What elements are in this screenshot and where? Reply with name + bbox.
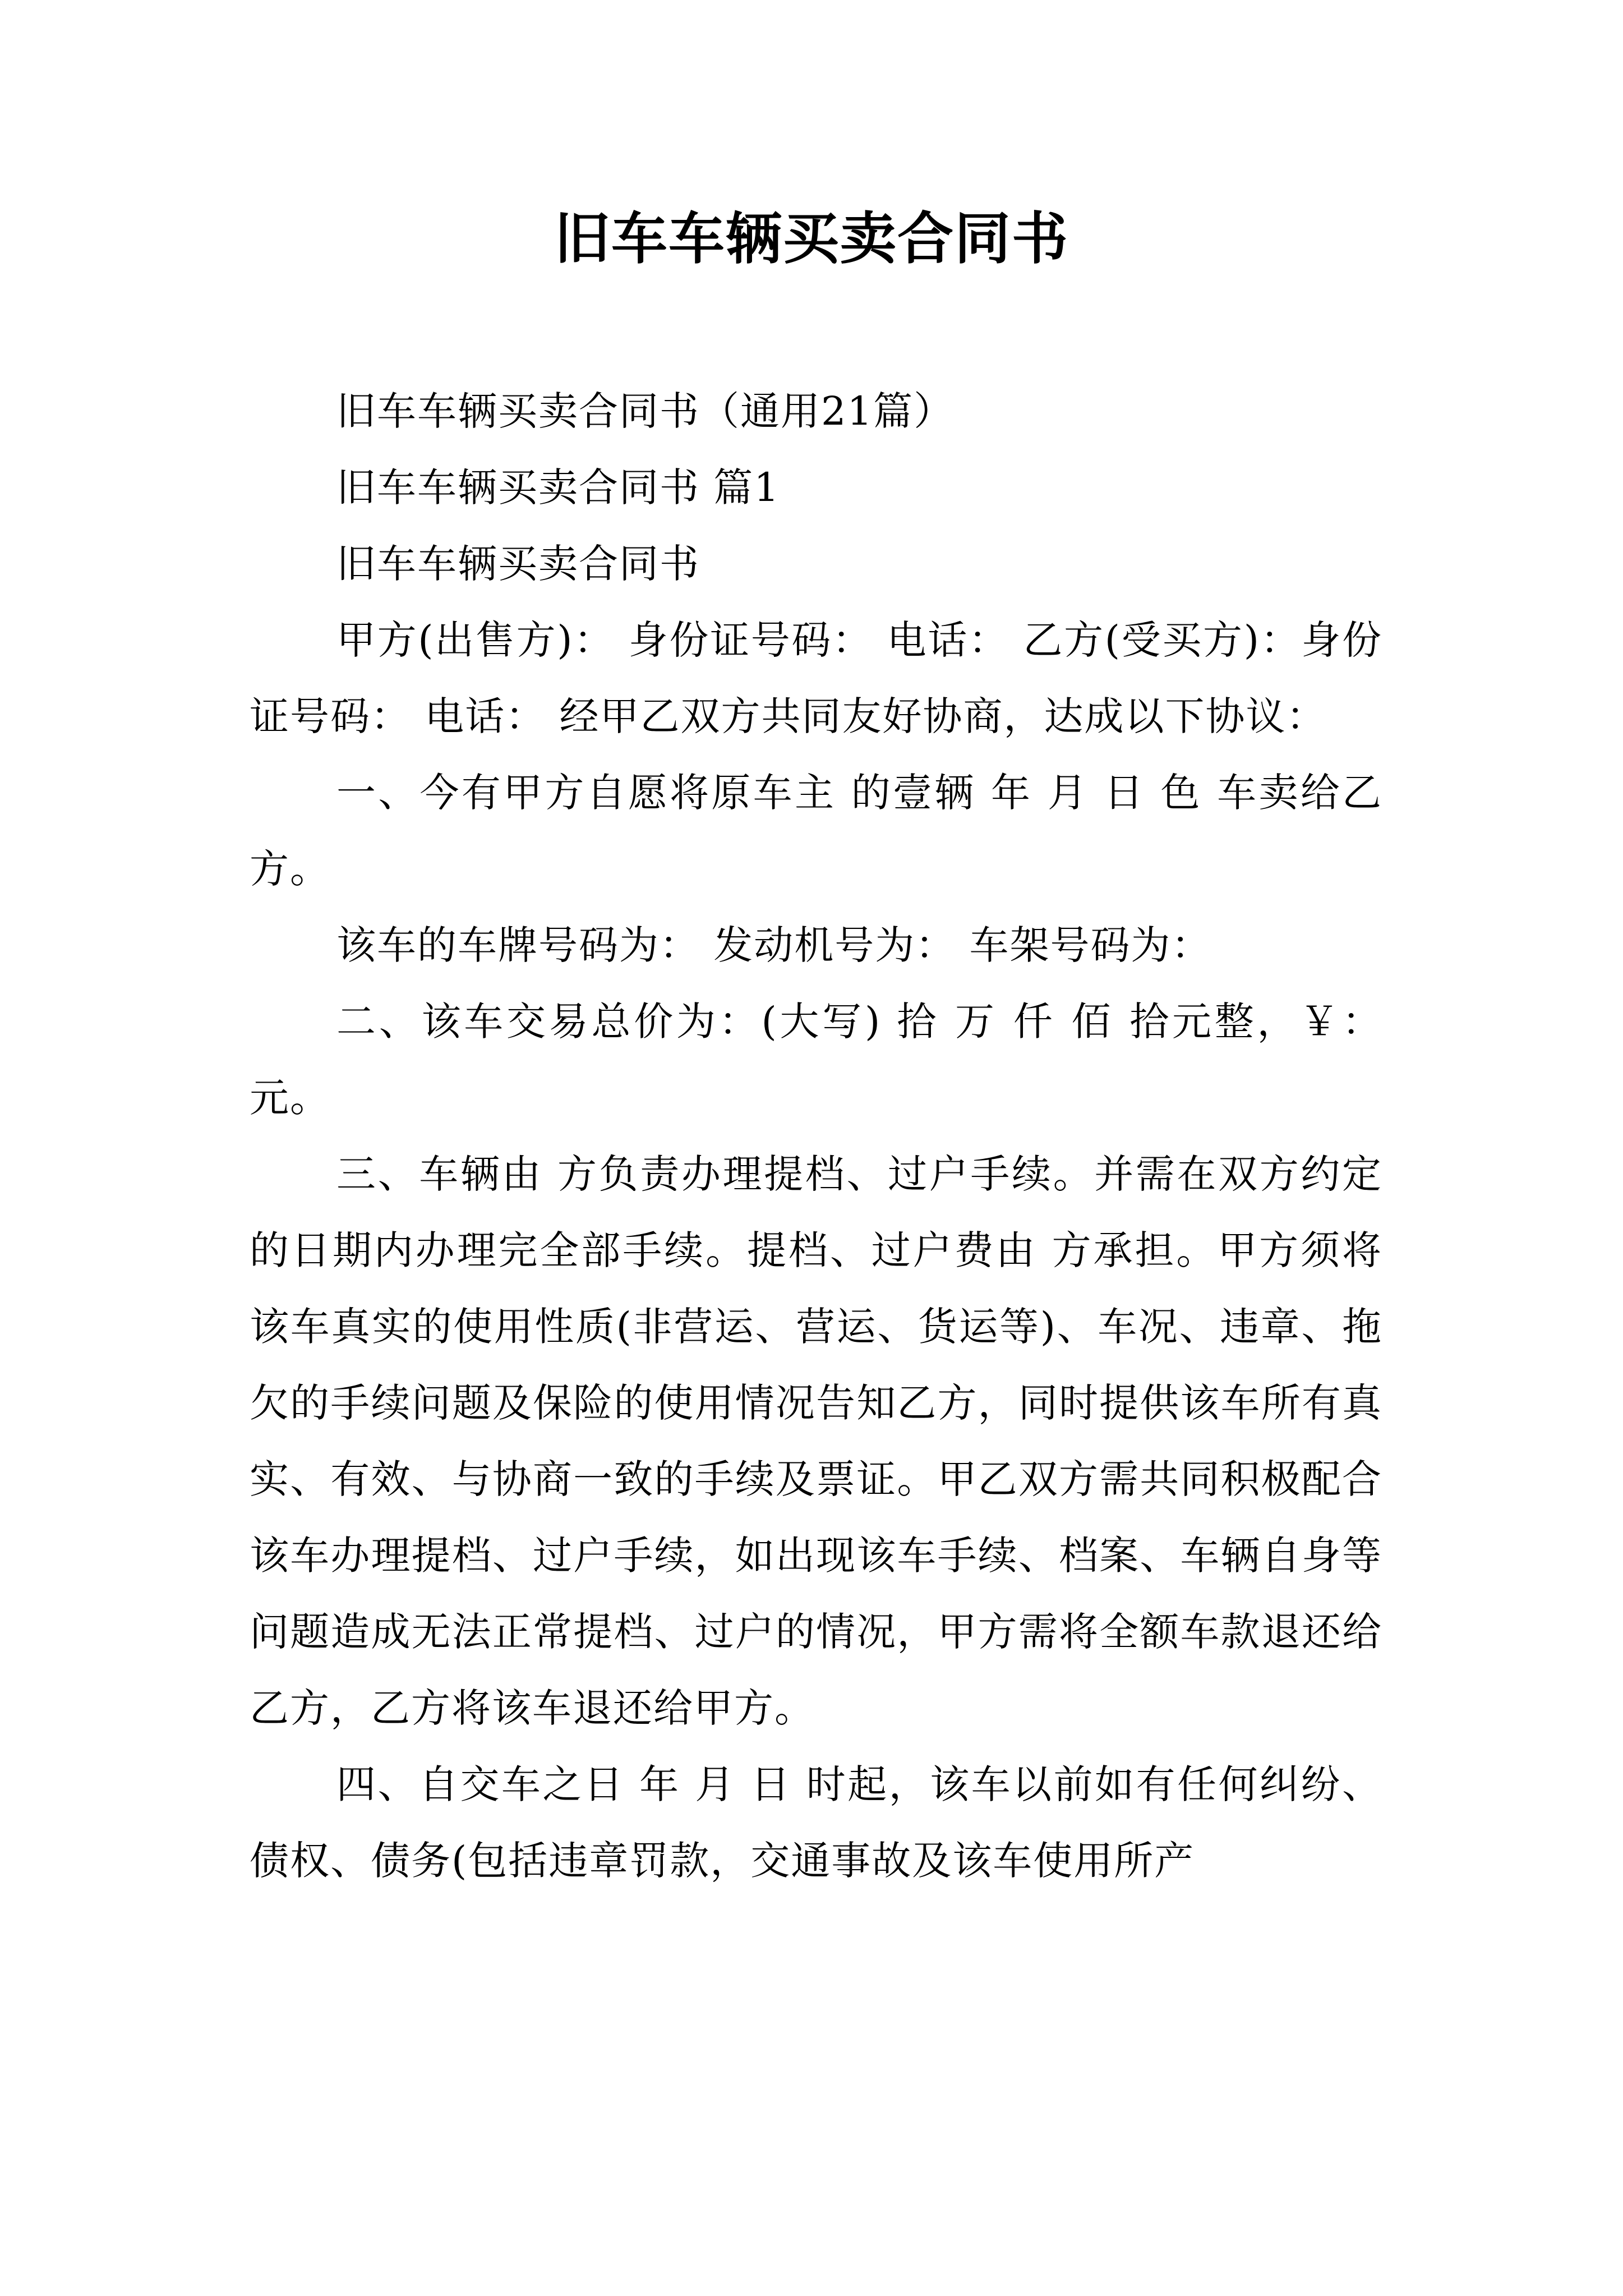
paragraph-clause-3: 三、车辆由 方负责办理提档、过户手续。并需在双方约定的日期内办理完全部手续。提档、过户费由 方承担。甲方须将该车真实的使用性质(非营运、营运、货运等)、车况、违章、拖欠的手续问题及保险的使用情况告知乙方，同时提供该车所有真实、有效、与协商一致的手续及票证。甲乙双方需共同积极配合该车办理提档、过户手续，如出现该车手续、档案、车辆自身等问题造成无法正常提档、过户的情况，甲方需将全额车款退还给乙方，乙方将该车退还给甲方。 — [250, 1151, 1382, 1731]
paragraph-vehicle-ids: 该车的车牌号码为： 发动机号为： 车架号码为： — [336, 922, 1212, 968]
document-body — [250, 373, 1382, 1899]
paragraph-subtitle: 旧车车辆买卖合同书（通用21篇） — [336, 388, 955, 434]
paragraph-contract-title: 旧车车辆买卖合同书 — [336, 541, 700, 587]
paragraph-clause-2: 二、该车交易总价为：(大写) 拾 万 仟 佰 拾元整，￥： 元。 — [250, 999, 1382, 1121]
paragraph-section-heading: 旧车车辆买卖合同书 篇1 — [336, 464, 780, 510]
document-title: 旧车车辆买卖合同书 — [554, 205, 1069, 272]
paragraph-parties: 甲方(出售方)： 身份证号码： 电话： 乙方(受买方)：身份证号码： 电话： 经甲乙双方共同友好协商，达成以下协议： — [250, 617, 1382, 739]
paragraph-clause-1: 一、今有甲方自愿将原车主 的壹辆 年 月 日 色 车卖给乙方。 — [250, 770, 1382, 892]
paragraph-clause-4: 四、自交车之日 年 月 日 时起，该车以前如有任何纠纷、债权、债务(包括违章罚款，交通事故及该车使用所产 — [250, 1761, 1382, 1884]
